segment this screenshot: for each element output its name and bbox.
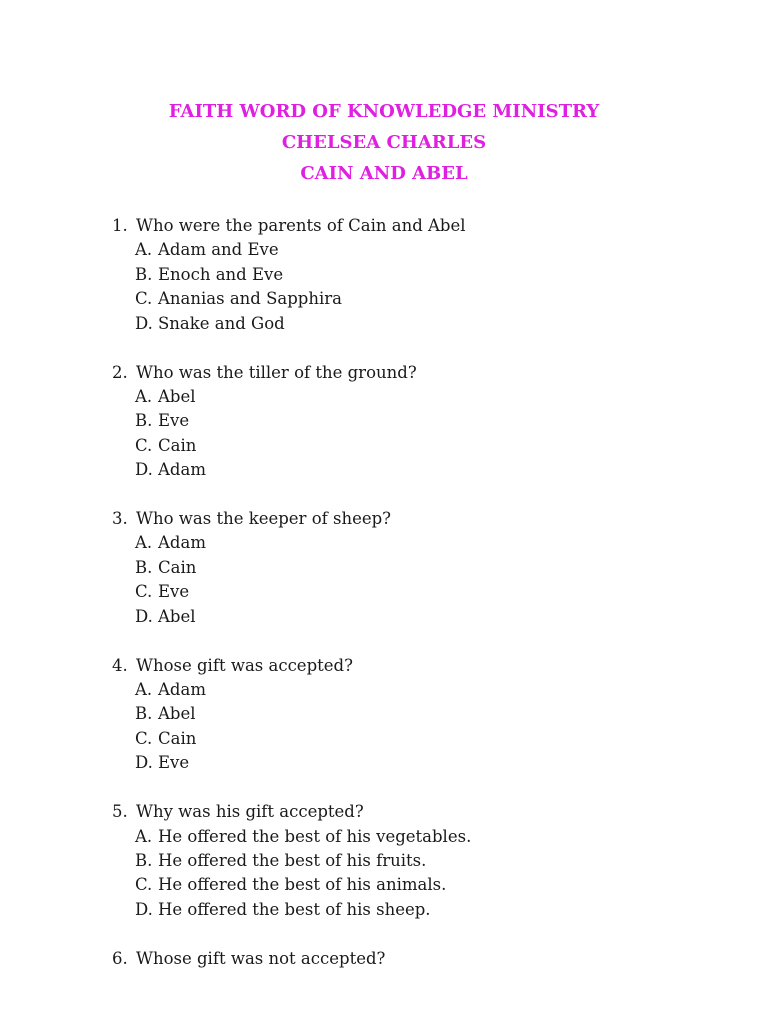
answer-option (112, 605, 732, 629)
question-text (112, 214, 732, 238)
question-prompt: Whose gift was not accepted? (136, 948, 386, 968)
question-text (112, 654, 732, 678)
option-text: He offered the best of his sheep. (158, 899, 431, 919)
question-3 (112, 507, 732, 629)
option-text: Adam and Eve (158, 240, 279, 260)
option-letter: D. (135, 753, 153, 773)
option-letter: B. (135, 411, 153, 431)
option-letter: D. (135, 606, 153, 626)
answer-option (112, 287, 732, 311)
answer-option (112, 751, 732, 775)
question-number: 3. (112, 509, 128, 529)
answer-option (112, 898, 732, 922)
answer-option (112, 702, 732, 726)
option-text: Cain (158, 557, 197, 577)
option-letter: B. (135, 557, 153, 577)
option-letter: D. (135, 313, 153, 333)
option-letter: C. (135, 728, 153, 748)
option-text: He offered the best of his fruits. (158, 850, 427, 870)
option-text: Enoch and Eve (158, 264, 284, 284)
option-letter: D. (135, 899, 153, 919)
question-text (112, 800, 732, 824)
question-number: 6. (112, 948, 128, 968)
answer-option (112, 849, 732, 873)
option-letter: D. (135, 460, 153, 480)
option-letter: A. (135, 680, 153, 699)
question-number: 4. (112, 655, 128, 675)
answer-option (112, 434, 732, 458)
answer-option (112, 678, 732, 702)
question-prompt: Who was the tiller of the ground? (136, 362, 417, 382)
option-text: Snake and God (158, 313, 285, 333)
document-header (0, 96, 768, 189)
option-text: Adam (158, 680, 206, 699)
option-text: He offered the best of his animals. (158, 875, 447, 895)
option-text: Ananias and Sapphira (158, 289, 342, 309)
answer-option (112, 458, 732, 482)
question-text (112, 361, 732, 385)
option-text: Eve (158, 411, 190, 431)
answer-option (112, 873, 732, 897)
question-4 (112, 654, 732, 776)
option-letter: A. (135, 240, 153, 260)
author-name: CHELSEA CHARLES (281, 132, 487, 153)
answer-option (112, 238, 732, 262)
option-text: Adam (158, 460, 206, 480)
ministry-title: FAITH WORD OF KNOWLEDGE MINISTRY (168, 101, 600, 122)
question-number: 2. (112, 362, 128, 382)
question-list (112, 214, 732, 996)
option-text: Eve (158, 582, 190, 602)
answer-option (112, 531, 732, 555)
answer-option (112, 385, 732, 409)
option-text: Abel (158, 704, 196, 724)
question-5 (112, 800, 732, 922)
option-letter: C. (135, 435, 153, 455)
question-prompt: Whose gift was accepted? (136, 655, 353, 675)
option-letter: A. (135, 386, 153, 406)
question-prompt: Who was the keeper of sheep? (136, 509, 392, 529)
option-text: Adam (158, 533, 206, 553)
answer-option (112, 825, 732, 849)
option-text: Eve (158, 753, 190, 773)
answer-option (112, 727, 732, 751)
answer-option (112, 556, 732, 580)
question-1 (112, 214, 732, 336)
question-number: 1. (112, 216, 128, 235)
answer-option (112, 580, 732, 604)
option-letter: B. (135, 850, 153, 870)
option-text: Cain (158, 435, 197, 455)
option-letter: B. (135, 704, 153, 724)
option-letter: A. (135, 826, 153, 846)
quiz-title: CAIN AND ABEL (300, 163, 468, 184)
answer-option (112, 409, 732, 433)
answer-option (112, 263, 732, 287)
option-letter: C. (135, 289, 153, 309)
question-text (112, 947, 732, 971)
option-letter: B. (135, 264, 153, 284)
answer-option (112, 312, 732, 336)
option-text: Abel (158, 386, 196, 406)
question-prompt: Who were the parents of Cain and Abel (136, 216, 466, 235)
question-number: 5. (112, 802, 128, 822)
option-text: Abel (158, 606, 196, 626)
question-text (112, 507, 732, 531)
option-text: He offered the best of his vegetables. (158, 826, 472, 846)
question-2 (112, 361, 732, 483)
question-6 (112, 947, 732, 971)
option-letter: A. (135, 533, 153, 553)
option-text: Cain (158, 728, 197, 748)
option-letter: C. (135, 875, 153, 895)
question-prompt: Why was his gift accepted? (136, 802, 364, 822)
option-letter: C. (135, 582, 153, 602)
